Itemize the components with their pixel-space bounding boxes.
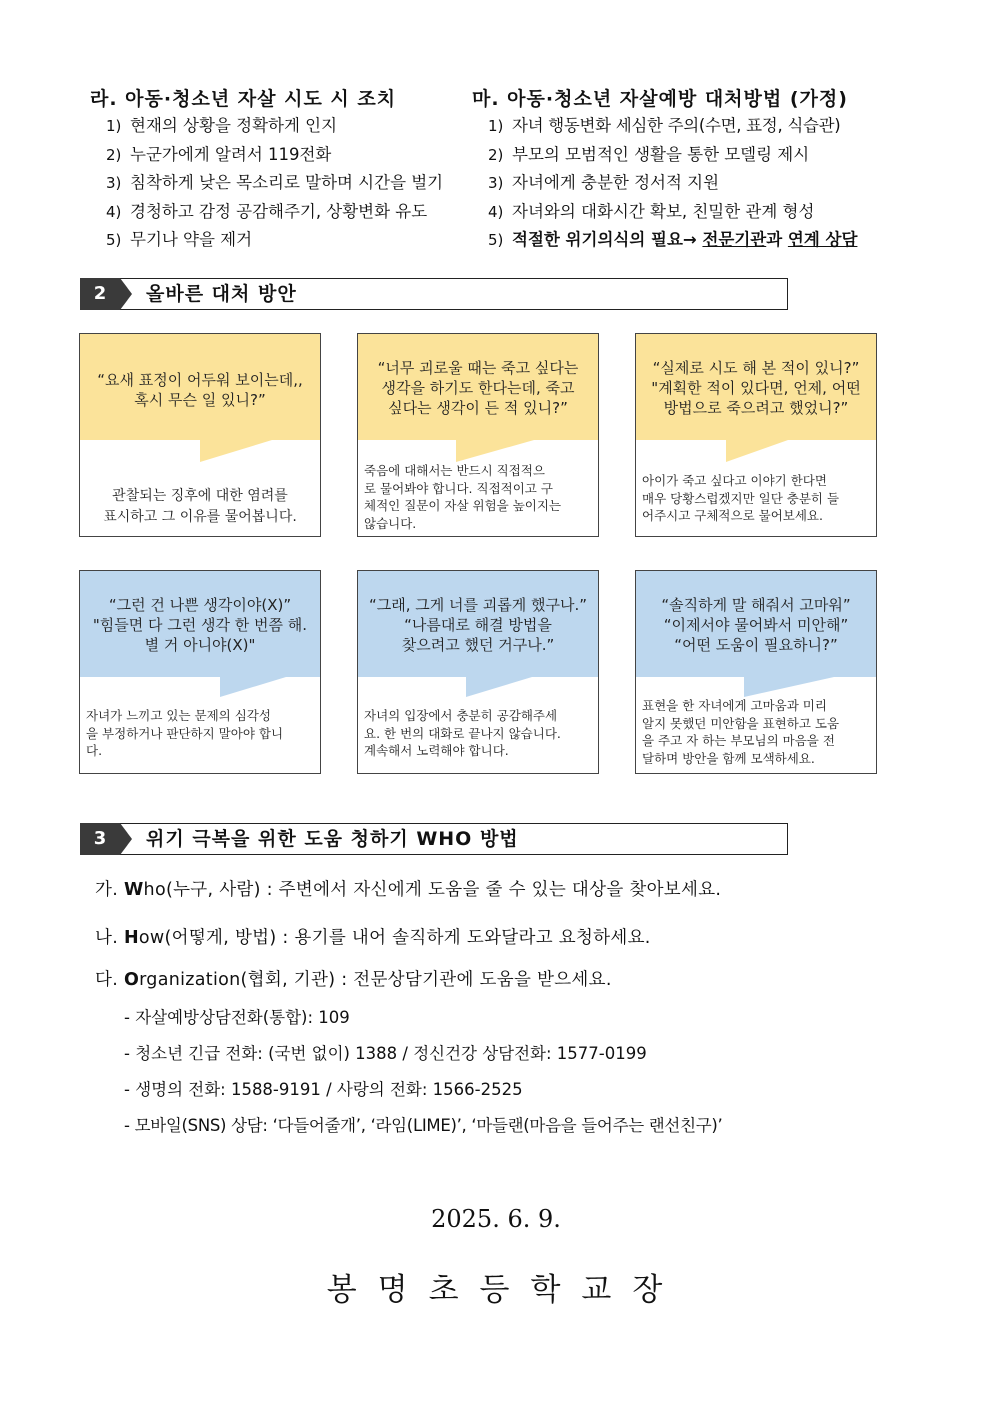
list-item: 2) 누군가에게 알려서 119전화 (106, 144, 332, 164)
speech-bubble-tail (466, 677, 532, 697)
advice-card (635, 570, 877, 774)
speech-bubble-tail (744, 677, 834, 697)
list-item: 5) 적절한 위기의식의 필요→ 전문기관과 연계 상담 (488, 230, 858, 249)
section-header-3 (80, 823, 788, 855)
card-quote: “그런 건 나쁜 생각이야(X)” "힘들면 다 그런 생각 한 번쯤 해. 별 거 아니야(X)" (92, 596, 308, 654)
emphasis-linked-counseling: 연계 상담 (787, 230, 858, 249)
emphasis-specialized-institution: 전문기관 (702, 230, 767, 249)
school-principal: 봉명초등학교장 (326, 1272, 684, 1308)
card-description: 표현을 한 자녀에게 고마움과 미리 알지 못했던 미안함을 표현하고 도움 을 주고 자 하는 부모님의 마음을 전 달하며 방안을 함께 모색하세요. (642, 698, 840, 766)
list-item: 4) 자녀와의 대화시간 확보, 친밀한 관계 형성 (488, 201, 815, 221)
advice-card (635, 333, 877, 537)
right-column-list (488, 112, 857, 255)
list-item: 2) 부모의 모범적인 생활을 통한 모델링 제시 (488, 144, 810, 164)
list-item: 5) 무기나 약을 제거 (106, 230, 253, 249)
hotline-item: - 자살예방상담전화(통합): 109 (124, 1008, 350, 1027)
list-item: 1) 현재의 상황을 정확하게 인지 (106, 116, 338, 135)
section-header-2 (80, 278, 788, 310)
card-quote: “요새 표정이 어두워 보이는데,, 혹시 무슨 일 있니?” (97, 371, 303, 409)
card-quote: “실제로 시도 해 본 적이 있니?” "계획한 적이 있다면, 언제, 어떤 방법으로 죽으려고 했었니?” (651, 359, 861, 417)
card-description: 죽음에 대해서는 반드시 직접적으 로 물어봐야 합니다. 직접적이고 구 체적인 질문이 자살 위험을 높이지는 않습니다. (364, 463, 562, 531)
who-line-how: 나. How(어떻게, 방법) : 용기를 내어 솔직하게 도와달라고 요청하세요. (95, 928, 651, 948)
advice-card (357, 570, 599, 774)
left-column-list (106, 112, 443, 255)
right-column-title: 마. 아동·청소년 자살예방 대처방법 (가정) (472, 88, 848, 110)
who-line-organization: 다. Organization(협회, 기관) : 전문상담기관에 도움을 받으세요. (95, 970, 612, 990)
card-description: 관찰되는 징후에 대한 염려를 표시하고 그 이유를 물어봅니다. (103, 488, 297, 525)
list-item: 4) 경청하고 감정 공감해주기, 상황변화 유도 (106, 201, 428, 221)
speech-bubble-tail (726, 440, 788, 462)
card-description: 자녀의 입장에서 충분히 공감해주세 요. 한 번의 대화로 끝나지 않습니다. 계속해서 노력해야 합니다. (364, 708, 561, 758)
advice-card (79, 570, 321, 774)
card-description: 자녀가 느끼고 있는 문제의 심각성 을 부정하거나 판단하지 말아야 합니 다. (86, 708, 284, 758)
section-title: 위기 극복을 위한 도움 청하기 WHO 방법 (146, 828, 519, 850)
card-description: 아이가 죽고 싶다고 이야기 한다면 매우 당황스럽겠지만 일단 충분히 들 어주시고 구체적으로 물어보세요. (642, 473, 840, 523)
document-date: 2025. 6. 9. (431, 1205, 561, 1233)
card-quote: “너무 괴로울 때는 죽고 싶다는 생각을 하기도 한다는데, 죽고 싶다는 생각이 든 적 있니?” (377, 359, 579, 417)
hotline-item: - 생명의 전화: 1588-9191 / 사랑의 전화: 1566-2525 (124, 1080, 523, 1099)
advice-card (79, 333, 321, 537)
speech-bubble-tail (456, 440, 534, 462)
list-item: 3) 침착하게 낮은 목소리로 말하며 시간을 벌기 (106, 173, 444, 192)
arrow-icon (120, 278, 132, 310)
section-number: 2 (80, 278, 120, 310)
speech-bubble-tail-shape (220, 677, 286, 697)
card-quote: “그래, 그게 너를 괴롭게 했구나.” “나름대로 해결 방법을 찾으려고 했던 거구나.” (368, 596, 588, 654)
section-title: 올바른 대처 방안 (146, 283, 297, 305)
speech-bubble-tail (200, 440, 272, 462)
list-item: 1) 자녀 행동변화 세심한 주의(수면, 표정, 식습관) (488, 116, 841, 135)
left-column-title: 라. 아동·청소년 자살 시도 시 조치 (90, 88, 397, 110)
who-line-who: 가. Who(누구, 사람) : 주변에서 자신에게 도움을 줄 수 있는 대상을 찾아보세요. (95, 880, 722, 900)
arrow-icon (120, 823, 132, 855)
advice-card (357, 333, 599, 537)
card-quote: “솔직하게 말 해줘서 고마워” “이제서야 물어봐서 미안해” “어떤 도움이 필요하니?” (661, 596, 851, 654)
list-item: 3) 자녀에게 충분한 정서적 지원 (488, 173, 720, 192)
hotline-item: - 모바일(SNS) 상담: ‘다들어줄개’, ‘라임(LIME)’, ‘마들랜(마음을 들어주는 랜선친구)’ (124, 1116, 723, 1135)
hotline-item: - 청소년 긴급 전화: (국번 없이) 1388 / 정신건강 상담전화: 1577-0199 (124, 1044, 647, 1063)
section-number: 3 (80, 823, 120, 855)
